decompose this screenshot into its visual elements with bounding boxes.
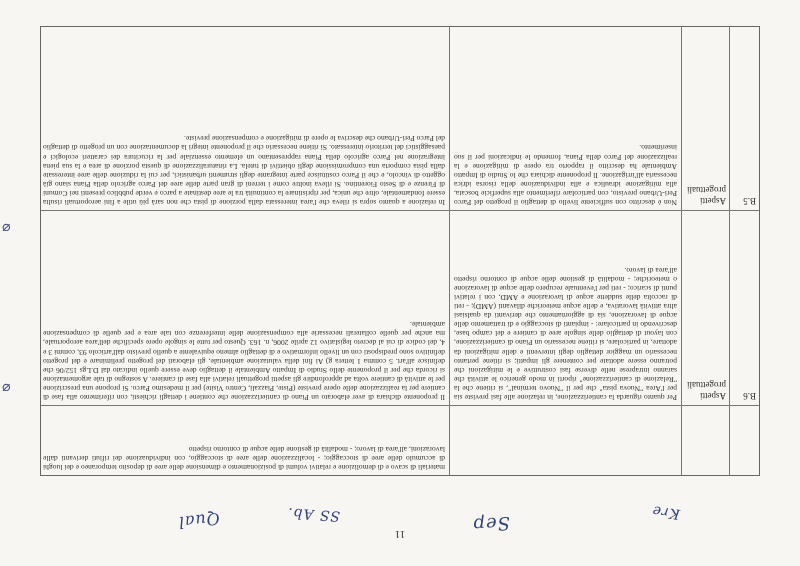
row-code-cell <box>729 406 759 475</box>
handwritten-signature: Qual <box>177 508 221 533</box>
handwritten-mark: ⌀ <box>2 380 11 396</box>
row-code <box>730 467 759 475</box>
evaluation-text: materiali di scavo e di demolizione e relativi volumi di posizionamento e dimensione delle aree di deposito temporaneo e dei luoghi di accumulo delle aree di stoccaggio; - localizzazione delle aree di stoccaggio, con individuazione dei rifiuti derivanti dalle lavorazioni, all'area di lavoro; - modalità di gestione delle acque di contorno rispetto <box>43 444 445 472</box>
observation-cell <box>449 211 681 405</box>
evaluation-text: Il proponente dichiara di aver elaborato un Piano di cantierizzazione che contiene i dettagli richiesti, con riferimento alla fase di cantiere per la realizzazione delle opere previste (Piste, Piazzali, Centro Visite) per il medesimo Parco. Si propone una prescrizione per le attività di cantiere volta ad approfondire gli aspetti progettuali relativi alla fase di cantiere. A sostegno di tale argomentazione si ricorda che per il proponente dello Studio di Impatto Ambientale il dettaglio deve essere quello indicato dal D.Lgs 152/06 che definisce all'art. 5 comma 1 lettera g) Ai fini della valutazione ambientale, gli elaborati del progetto preliminare e del progetto definitivo sono predisposti con un livello informativo e di dettaglio almeno equivalente a quello previsto dall'articolo 93, commi 3 e 4, del codice di cui al decreto legislativo 12 aprile 2006, n. 163. Questo per tutte le singole opere specifiche dell'area aeroportuale, ma anche per quelle collaterali necessarie alla compensazione delle interferenze con tale area e per quelle di compensazione ambientale. <box>43 320 445 402</box>
handwritten-signature: Kre <box>650 502 681 522</box>
observation-cell <box>449 406 681 475</box>
observation-text: Per quanto riguarda la cantierizzazione, in relazione alle fasi previste sia per l'Area "Nuova pista" che per il "Nuovo terminal", si ritiene che la "Relazione di cantierizzazione" riporti in modo generico le attività che saranno intraprese nelle diverse fasi costruttive e le mitigazioni che potranno essere adottate per contenere gli impatti; si ritiene pertanto necessario un maggior dettaglio degli interventi e delle mitigazioni da adottare, in particolare, si ritiene necessario un Piano di cantierizzazione, con layout di dettaglio delle singole aree di cantiere e del campo base, descrivendo in particolare: - impianti di stoccaggio e di trattamento delle acque di lavorazione, sia di aggiornamento che derivanti da qualsiasi altra attività lavorativa, e delle acque meteoriche dilavanti (AMD); - reti di raccolta delle suddette acque di lavorazione e AMD, con i relativi punti di scarico; - reti per l'eventuale recupero delle acque di lavorazione o meteoriche; - modalità di gestione delle acque di contorno rispetto all'area di lavoro. <box>454 265 677 402</box>
row-code-cell <box>729 26 759 210</box>
row-heading-cell <box>681 26 729 210</box>
row-code: B.6 <box>743 391 756 401</box>
row-heading: Aspetti progettuali <box>687 185 726 206</box>
evaluation-cell <box>39 211 449 405</box>
observation-cell <box>449 26 681 210</box>
table-row <box>41 26 759 210</box>
evaluation-cell <box>39 406 449 475</box>
review-table <box>40 26 760 476</box>
observation-text <box>450 469 681 475</box>
row-heading-cell <box>681 406 729 475</box>
row-heading <box>682 467 729 475</box>
handwritten-signature: SS Ab. <box>286 504 341 524</box>
row-heading: Aspetti progettuali <box>687 380 726 401</box>
row-code: B.5 <box>743 196 756 206</box>
table-row <box>41 210 759 405</box>
page-header <box>40 484 760 544</box>
evaluation-text: In relazione a quanto sopra si rileva che l'area interessata dalla porzione di pista che non sarà più utile a fini aeroportuali risulta essere fondamentale, oltre che unica, per ripristinare la continuità tra le aree destinate a parco e verde pubblico presenti nei Comuni di Firenze e di Sesto Fiorentino. Si rileva inoltre come i terreni di gran parte delle aree del Parco agricolo della Piana siano già oggetto di vincolo, e che il Parco costituisce parte integrante degli strumenti urbanistici, per cui la riduzione delle aree interessate dalla pista comporta una compromissione degli obiettivi di tutela. La rinaturalizzazione di questa porzione di area e la sua piena integrazione nel Parco agricolo della Piana rappresentano un elemento essenziale per la ricucitura dei caratteri ecologici e paesaggistici del territorio interessato. Si ritiene necessario che il proponente integri la documentazione con un progetto di dettaglio del Parco Peri-Urbano che descriva le opere di mitigazione e compensazione previste. <box>43 134 445 207</box>
table-row <box>41 405 759 475</box>
handwritten-signature: Sep <box>471 512 511 535</box>
page-number: 11 <box>394 528 406 540</box>
row-code-cell <box>729 211 759 405</box>
row-heading-cell <box>681 211 729 405</box>
observation-text: Non è descritto con sufficiente livello di dettaglio il progetto del Parco Peri-Urbano previsto, con particolare riferimento alla superficie boscata, alla mitigazione idraulica e alla individuazione della risorsa idrica necessaria all'irrigazione. Il proponente dichiara che lo Studio di Impatto Ambientale ha descritto il rapporto tra opere di mitigazione e la realizzazione del Parco della Piana, fornendo le indicazioni per il suo inserimento. <box>454 143 677 207</box>
evaluation-cell <box>39 26 449 210</box>
handwritten-mark: ⌀ <box>2 220 11 236</box>
